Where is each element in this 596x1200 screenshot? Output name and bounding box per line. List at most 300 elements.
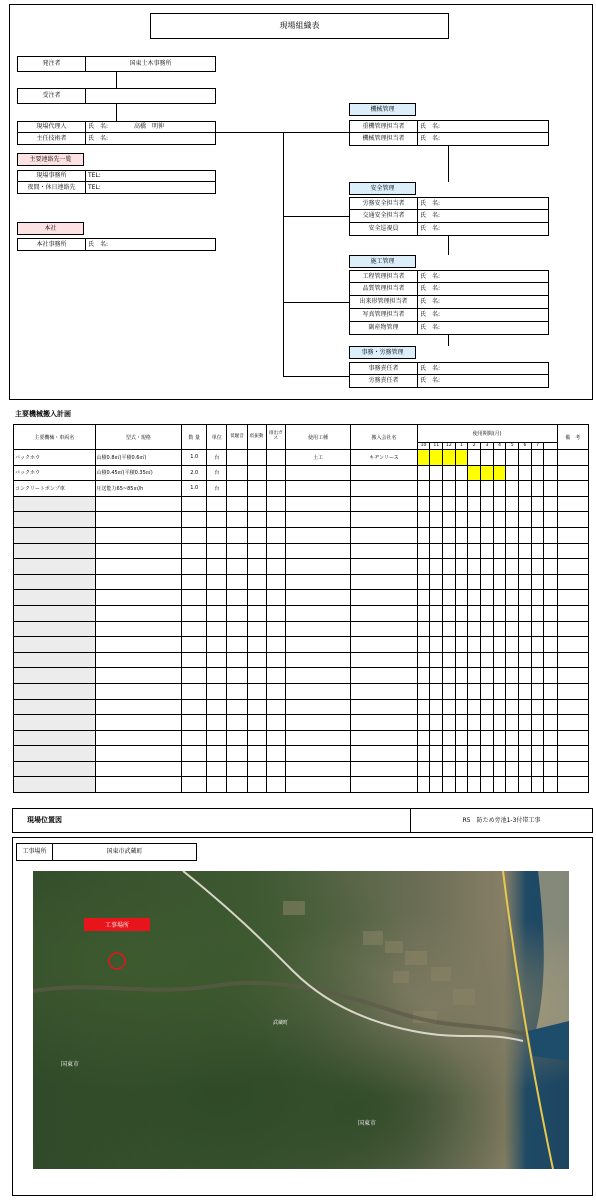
cell-empty — [285, 777, 350, 793]
cell-empty — [227, 652, 247, 668]
cell-empty — [544, 527, 557, 543]
group-row-label: 副産物管理 — [350, 322, 418, 334]
cell-empty — [468, 699, 481, 715]
cell-exhaust — [266, 465, 285, 481]
contractor-label: 受注者 — [18, 89, 86, 103]
site-agent-label: 現場代理人 — [18, 122, 86, 132]
cell-empty — [455, 746, 468, 762]
cell-machine — [14, 637, 96, 653]
table-row-empty — [14, 527, 589, 543]
cell-empty — [417, 621, 430, 637]
group-row-label: 機械管理担当者 — [350, 133, 418, 145]
cell-empty — [266, 543, 285, 559]
cell-empty — [455, 496, 468, 512]
cell-empty — [481, 746, 494, 762]
cell-empty — [481, 543, 494, 559]
cell-machine — [14, 621, 96, 637]
cell-empty — [531, 777, 544, 793]
cell-empty — [430, 574, 443, 590]
cell-empty — [481, 574, 494, 590]
cell-company — [351, 481, 417, 497]
cell-empty — [506, 543, 519, 559]
cell-empty — [531, 668, 544, 684]
site-agent-prefix: 氏 名: — [88, 123, 109, 130]
connector — [448, 236, 449, 255]
cell-empty — [519, 730, 532, 746]
header-company: 搬入会社名 — [351, 425, 417, 450]
cell-empty — [519, 543, 532, 559]
cell-empty — [417, 590, 430, 606]
cell-empty — [207, 699, 227, 715]
cell-empty — [506, 590, 519, 606]
map-coastline — [533, 871, 569, 1041]
cell-empty — [493, 730, 506, 746]
cell-month — [493, 481, 506, 497]
cell-empty — [443, 746, 456, 762]
group-row — [349, 362, 549, 375]
cell-empty — [227, 637, 247, 653]
cell-empty — [443, 715, 456, 731]
group-row — [349, 197, 549, 210]
cell-empty — [506, 637, 519, 653]
cell-empty — [247, 699, 266, 715]
cell-empty — [247, 715, 266, 731]
cell-empty — [182, 527, 207, 543]
cell-month — [468, 481, 481, 497]
cell-empty — [443, 496, 456, 512]
cell-empty — [285, 527, 350, 543]
cell-empty — [182, 559, 207, 575]
table-row — [14, 481, 589, 497]
cell-empty — [544, 590, 557, 606]
head-office-title: 本社 — [17, 222, 84, 235]
client-box — [17, 56, 216, 72]
cell-company: キヂンリース — [351, 450, 417, 466]
site-label: 工事場所 — [17, 844, 53, 860]
cell-empty — [247, 559, 266, 575]
table-row-empty — [14, 574, 589, 590]
cell-empty — [468, 574, 481, 590]
cell-month — [443, 465, 456, 481]
table-row — [14, 465, 589, 481]
cell-empty — [266, 699, 285, 715]
cell-empty — [182, 574, 207, 590]
cell-empty — [207, 777, 227, 793]
cell-empty — [285, 730, 350, 746]
cell-empty — [207, 683, 227, 699]
cell-machine — [14, 746, 96, 762]
chief-engineer-label: 主任技術者 — [18, 133, 86, 144]
cell-empty — [95, 730, 182, 746]
cell-empty — [455, 715, 468, 731]
cell-empty — [247, 668, 266, 684]
group-row — [349, 322, 549, 335]
cell-empty — [557, 777, 588, 793]
group-row-label: 品質管理担当者 — [350, 283, 418, 295]
contact-value: TEL: — [88, 172, 101, 179]
cell-empty — [506, 777, 519, 793]
cell-machine — [14, 543, 96, 559]
cell-empty — [468, 746, 481, 762]
cell-empty — [506, 512, 519, 528]
cell-empty — [95, 668, 182, 684]
cell-empty — [266, 777, 285, 793]
connector — [283, 216, 350, 217]
cell-empty — [493, 683, 506, 699]
table-row-empty — [14, 746, 589, 762]
cell-empty — [182, 761, 207, 777]
cell-spec: 山積0.45㎥(平積0.35㎥) — [95, 465, 182, 481]
cell-empty — [182, 512, 207, 528]
cell-empty — [285, 668, 350, 684]
cell-empty — [506, 715, 519, 731]
cell-machine — [14, 652, 96, 668]
month-header: 6 — [519, 442, 532, 449]
cell-empty — [557, 637, 588, 653]
cell-month — [481, 465, 494, 481]
cell-empty — [531, 559, 544, 575]
cell-empty — [266, 559, 285, 575]
cell-empty — [557, 699, 588, 715]
cell-empty — [557, 652, 588, 668]
cell-empty — [351, 559, 417, 575]
cell-empty — [227, 512, 247, 528]
cell-empty — [519, 777, 532, 793]
cell-month — [493, 450, 506, 466]
cell-empty — [481, 637, 494, 653]
cell-empty — [557, 527, 588, 543]
map-place-label: 国東市 — [358, 1120, 377, 1127]
cell-empty — [493, 496, 506, 512]
cell-empty — [557, 512, 588, 528]
cell-empty — [493, 590, 506, 606]
cell-empty — [531, 496, 544, 512]
cell-empty — [227, 590, 247, 606]
cell-empty — [493, 746, 506, 762]
cell-month — [544, 450, 557, 466]
cell-month — [519, 481, 532, 497]
cell-empty — [443, 683, 456, 699]
cell-empty — [557, 668, 588, 684]
cell-empty — [468, 637, 481, 653]
cell-empty — [468, 761, 481, 777]
cell-low-noise — [227, 481, 247, 497]
cell-empty — [557, 746, 588, 762]
cell-empty — [531, 574, 544, 590]
cell-empty — [351, 746, 417, 762]
cell-empty — [519, 605, 532, 621]
cell-empty — [266, 605, 285, 621]
cell-machine — [14, 715, 96, 731]
cell-empty — [544, 621, 557, 637]
table-row-empty — [14, 621, 589, 637]
cell-empty — [351, 496, 417, 512]
cell-empty — [544, 559, 557, 575]
group-row-value: 氏 名: — [420, 212, 441, 219]
cell-empty — [443, 668, 456, 684]
cell-empty — [207, 605, 227, 621]
group-row-label: 交通安全担当者 — [350, 210, 418, 222]
cell-empty — [531, 652, 544, 668]
cell-empty — [430, 559, 443, 575]
cell-empty — [481, 496, 494, 512]
group-title-admin: 事務・労務管理 — [349, 346, 416, 359]
group-row — [349, 270, 549, 283]
head-office-row — [17, 238, 216, 251]
cell-low-noise — [227, 465, 247, 481]
cell-machine — [14, 559, 96, 575]
table-row-empty — [14, 543, 589, 559]
cell-empty — [182, 621, 207, 637]
cell-empty — [455, 652, 468, 668]
cell-empty — [207, 668, 227, 684]
cell-empty — [468, 559, 481, 575]
cell-empty — [506, 559, 519, 575]
cell-empty — [417, 683, 430, 699]
cell-empty — [443, 777, 456, 793]
table-row-empty — [14, 512, 589, 528]
cell-empty — [557, 761, 588, 777]
group-title-machine: 機械管理 — [349, 103, 416, 116]
cell-empty — [443, 652, 456, 668]
cell-empty — [519, 746, 532, 762]
cell-empty — [544, 699, 557, 715]
cell-low-vibration — [247, 481, 266, 497]
contact-row — [17, 182, 216, 194]
cell-empty — [544, 683, 557, 699]
cell-unit: 台 — [207, 450, 227, 466]
cell-empty — [493, 777, 506, 793]
group-row-value: 氏 名: — [420, 377, 441, 384]
header-spec: 型式・規格 — [95, 425, 182, 450]
cell-empty — [468, 683, 481, 699]
header-machine: 主要機械・車両名 — [14, 425, 96, 450]
group-row-value: 氏 名: — [420, 285, 441, 292]
cell-empty — [417, 527, 430, 543]
cell-empty — [95, 496, 182, 512]
cell-exhaust — [266, 481, 285, 497]
cell-empty — [455, 637, 468, 653]
cell-empty — [182, 605, 207, 621]
cell-empty — [95, 637, 182, 653]
connector — [448, 334, 449, 346]
group-row — [349, 210, 549, 223]
cell-empty — [430, 605, 443, 621]
group-row-value: 氏 名: — [420, 298, 441, 305]
cell-empty — [443, 543, 456, 559]
month-header: 3 — [481, 442, 494, 449]
cell-empty — [351, 512, 417, 528]
cell-empty — [417, 730, 430, 746]
chief-engineer-prefix: 氏 名: — [88, 134, 109, 142]
cell-empty — [468, 527, 481, 543]
cell-empty — [506, 683, 519, 699]
cell-empty — [443, 761, 456, 777]
cell-empty — [285, 496, 350, 512]
cell-month — [430, 450, 443, 466]
cell-empty — [285, 761, 350, 777]
cell-empty — [468, 621, 481, 637]
cell-empty — [207, 527, 227, 543]
cell-month — [468, 465, 481, 481]
cell-month — [430, 465, 443, 481]
cell-empty — [443, 512, 456, 528]
header-qty: 数 量 — [182, 425, 207, 450]
cell-unit: 台 — [207, 465, 227, 481]
cell-empty — [493, 761, 506, 777]
connector — [116, 104, 117, 121]
cell-machine — [14, 574, 96, 590]
cell-empty — [351, 590, 417, 606]
cell-empty — [351, 543, 417, 559]
cell-empty — [481, 559, 494, 575]
cell-empty — [227, 746, 247, 762]
cell-empty — [493, 668, 506, 684]
cell-empty — [207, 761, 227, 777]
cell-empty — [493, 715, 506, 731]
cell-empty — [285, 699, 350, 715]
cell-empty — [417, 496, 430, 512]
cell-empty — [531, 715, 544, 731]
cell-empty — [430, 652, 443, 668]
cell-empty — [519, 699, 532, 715]
cell-empty — [443, 699, 456, 715]
group-row — [349, 296, 549, 309]
cell-empty — [227, 668, 247, 684]
cell-unit: 台 — [207, 481, 227, 497]
cell-empty — [417, 559, 430, 575]
cell-empty — [455, 621, 468, 637]
cell-empty — [468, 605, 481, 621]
cell-empty — [95, 699, 182, 715]
cell-empty — [468, 730, 481, 746]
cell-empty — [182, 496, 207, 512]
cell-machine — [14, 761, 96, 777]
cell-exhaust — [266, 450, 285, 466]
cell-empty — [227, 605, 247, 621]
cell-empty — [468, 496, 481, 512]
cell-empty — [95, 590, 182, 606]
cell-empty — [247, 590, 266, 606]
cell-empty — [227, 761, 247, 777]
location-header — [12, 808, 593, 833]
cell-empty — [417, 512, 430, 528]
cell-empty — [544, 512, 557, 528]
cell-empty — [417, 715, 430, 731]
cell-empty — [207, 512, 227, 528]
cell-empty — [531, 746, 544, 762]
connector — [283, 376, 350, 377]
cell-empty — [519, 715, 532, 731]
cell-empty — [285, 512, 350, 528]
cell-qty: 1.0 — [182, 450, 207, 466]
cell-empty — [182, 668, 207, 684]
connector — [283, 302, 350, 303]
cell-empty — [266, 730, 285, 746]
cell-qty: 2.0 — [182, 465, 207, 481]
header-low-vibration: 低振動 — [247, 425, 266, 450]
group-row — [349, 283, 549, 296]
cell-empty — [285, 543, 350, 559]
cell-low-vibration — [247, 465, 266, 481]
cell-empty — [481, 777, 494, 793]
chief-engineer-row — [17, 133, 216, 145]
cell-month — [493, 465, 506, 481]
cell-empty — [207, 543, 227, 559]
cell-empty — [247, 730, 266, 746]
cell-empty — [182, 777, 207, 793]
cell-empty — [207, 715, 227, 731]
cell-empty — [207, 590, 227, 606]
cell-empty — [182, 590, 207, 606]
cell-empty — [417, 574, 430, 590]
contact-label: 夜間・休日連絡先 — [18, 182, 86, 193]
cell-notes — [557, 450, 588, 466]
cell-empty — [531, 730, 544, 746]
cell-empty — [285, 605, 350, 621]
cell-empty — [247, 496, 266, 512]
cell-month — [506, 450, 519, 466]
group-row — [349, 223, 549, 236]
cell-empty — [468, 512, 481, 528]
cell-empty — [493, 621, 506, 637]
cell-empty — [95, 574, 182, 590]
cell-empty — [493, 559, 506, 575]
cell-empty — [443, 605, 456, 621]
cell-month — [506, 481, 519, 497]
cell-empty — [227, 777, 247, 793]
month-header: 4 — [493, 442, 506, 449]
cell-empty — [481, 668, 494, 684]
month-header: 7 — [531, 442, 544, 449]
cell-empty — [430, 761, 443, 777]
cell-empty — [285, 559, 350, 575]
cell-empty — [266, 668, 285, 684]
cell-machine: バックホウ — [14, 465, 96, 481]
cell-empty — [430, 668, 443, 684]
month-header: 11 — [430, 442, 443, 449]
cell-empty — [430, 621, 443, 637]
table-row-empty — [14, 715, 589, 731]
cell-empty — [531, 527, 544, 543]
cell-empty — [430, 543, 443, 559]
contact-row — [17, 170, 216, 182]
cell-empty — [247, 574, 266, 590]
cell-empty — [430, 683, 443, 699]
cell-empty — [417, 605, 430, 621]
cell-machine: コンクリートポンプ車 — [14, 481, 96, 497]
satellite-map[interactable] — [33, 871, 569, 1169]
cell-empty — [481, 527, 494, 543]
cell-empty — [506, 527, 519, 543]
cell-empty — [351, 574, 417, 590]
group-row-label: 出来形管理担当者 — [350, 296, 418, 308]
cell-empty — [266, 621, 285, 637]
cell-month — [417, 465, 430, 481]
cell-empty — [227, 730, 247, 746]
group-row-value: 氏 名: — [420, 272, 441, 280]
cell-empty — [493, 512, 506, 528]
cell-empty — [417, 761, 430, 777]
header-exhaust: 排出ガス — [266, 425, 285, 450]
cell-empty — [519, 683, 532, 699]
group-row-value: 氏 名: — [420, 122, 441, 130]
cell-empty — [207, 730, 227, 746]
cell-empty — [481, 715, 494, 731]
cell-empty — [519, 652, 532, 668]
cell-empty — [544, 730, 557, 746]
cell-empty — [351, 605, 417, 621]
